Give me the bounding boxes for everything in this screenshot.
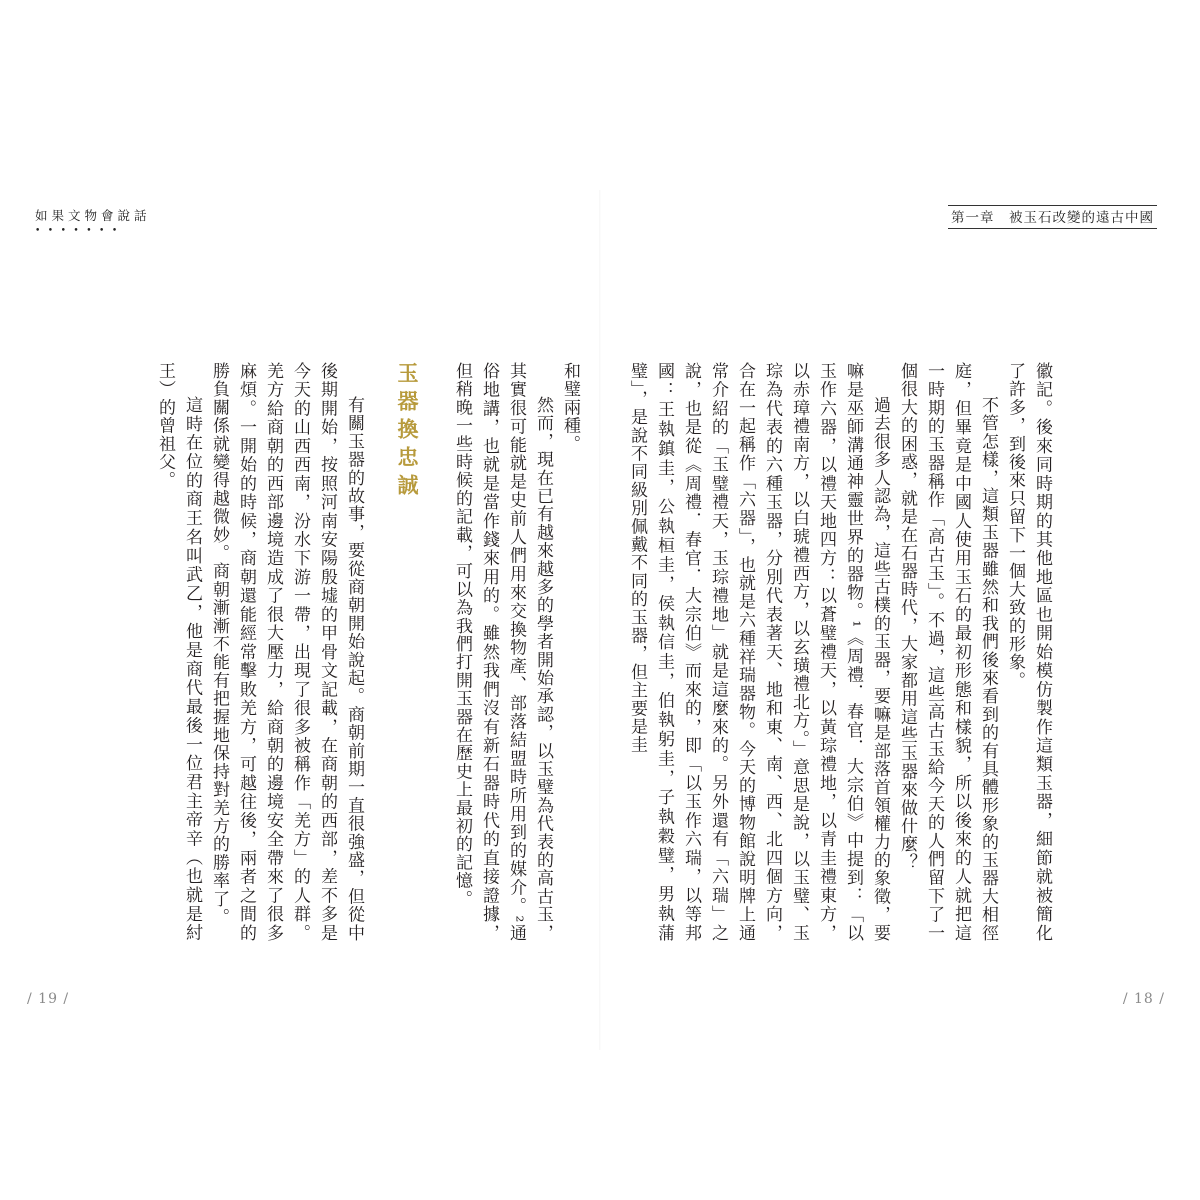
page-gutter <box>599 190 601 1050</box>
running-head-chapter-title: 第一章 被玉石改變的遠古中國 <box>948 205 1157 229</box>
section-heading: 玉器換忠誠 <box>395 362 420 502</box>
page-number-right: / 18 / <box>1122 991 1165 1007</box>
paragraph: 有關玉器的故事，要從商朝開始說起。商朝前期一直很強盛，但從中後期開始，按照河南安陽殷墟的甲骨文記載，在商朝的西部，差不多是今天的山西西南，汾水下游一帶，出現了很多被稱作「羌方」的人群。羌方給商朝的西部邊境造成了很大壓力，給商朝的邊境安全帶來了很多麻煩。一開始的時候，商朝還能經常擊敗羌方，可越往後，兩者之間的勝負關係就變得越微妙。商朝漸漸不能有把握地保持對羌方的勝率了。 <box>209 362 364 942</box>
section-spacer <box>367 362 394 942</box>
running-head-book-title <box>35 206 151 236</box>
left-page-body <box>151 362 583 942</box>
paragraph: 徽記。後來同時期的其他地區也開始模仿製作這類玉器，細節就被簡化了許多，到後來只留下一個大致的形象。 <box>1005 362 1052 942</box>
section-spacer <box>421 362 448 942</box>
right-page-body <box>623 362 1055 942</box>
book-title: 如果文物會說話 <box>35 208 151 223</box>
paragraph: 過去很多人認為，這些古樸的玉器，要嘛是部落首領權力的象徵，要嘛是巫師溝通神靈世界的器物。¹《周禮．春官．大宗伯》中提到：「以玉作六器，以禮天地四方：以蒼璧禮天，以黃琮禮地，以青圭禮東方，以赤璋禮南方，以白琥禮西方，以玄璜禮北方。」意思是說，以玉璧、玉琮為代表的六種玉器，分別代表著天、地和東、南、西、北四個方向，合在一起稱作「六器」，也就是六種祥瑞器物。今天的博物館說明牌上通常介紹的「玉璧禮天，玉琮禮地」就是這麼來的。另外還有「六瑞」之說，也是從《周禮．春官．大宗伯》而來的，即「以玉作六瑞，以等邦國：王執鎮圭，公執桓圭，侯執信圭，伯執躬圭，子執穀璧，男執蒲璧」，是說不同級別佩戴不同的玉器，但主要是圭 <box>627 362 890 942</box>
paragraph: 然而，現在已有越來越多的學者開始承認，以玉璧為代表的高古玉，其實很可能就是史前人們用來交換物產、部落結盟時所用到的媒介。²通俗地講，也就是當作錢來用的。雖然我們沒有新石器時代的直接證據，但稍晚一些時候的記載，可以為我們打開玉器在歷史上最初的記憶。 <box>452 362 553 942</box>
paragraph: 不管怎樣，這類玉器雖然和我們後來看到的有具體形象的玉器大相徑庭，但畢竟是中國人使用玉石的最初形態和樣貌，所以後來的人就把這一時期的玉器稱作「高古玉」。不過，這些高古玉給今天的人們留下了一個很大的困惑，就是在石器時代，大家都用這些玉器來做什麼？ <box>897 362 998 942</box>
page-number-left: / 19 / <box>27 991 70 1007</box>
emphasis-dots: ••••••• <box>35 226 125 236</box>
paragraph: 這時在位的商王名叫武乙，他是商代最後一位君主帝辛（也就是紂王）的曾祖父。 <box>155 362 202 942</box>
paragraph: 和璧兩種。 <box>560 362 580 453</box>
